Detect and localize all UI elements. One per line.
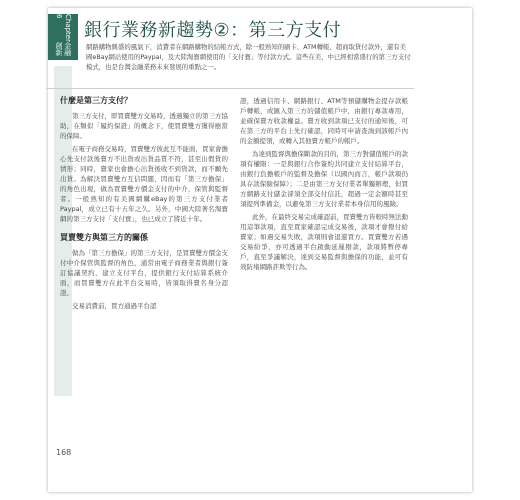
paragraph: 在電子商務交易時，買賣雙方彼此互不能面，買家會擔心先支付款後賣方不出貨或出貨品質不符，甚至出假貨的情形；同時，賣家也會擔心出貨後收不到貨款，而不願先出貨。為解決買賣雙方互信問題，因而有「第三方擔保」的角色出現，做為買賣雙方價金支付的中介，保管與監督者。一般熟知的有美國網購eBay的第三方支付業者Paypal，成立已有十五年之久。另外，中國大陸著名淘寶網的第三方支付「支付寶」，也已成立了將近十年。 — [60, 145, 228, 223]
chapter-tab — [48, 14, 78, 60]
section-heading-relationship: 買賣雙方與第三方的關係 — [60, 233, 148, 242]
paragraph: 做為「第三方擔保」的第三方支付，是買賣雙方價金支付中介保管與監督的角色，通常由電子商務業者與銀行簽訂協議契約，建立支付平台，提供銀行支付結算系統介面，而買賣雙方在此平台交易時，皆須取得賣名身分認證。 — [60, 249, 228, 297]
chapter-subtitle: 金融創新 — [55, 42, 72, 56]
left-column — [60, 96, 228, 314]
section-heading-what-is: 什麼是第三方支付？ — [60, 96, 132, 105]
paragraph: 為達到監督與擔保斷款的目的，第三方對儲值帳戶的款項有權限：一是與銀行合作簽約共同建立支付結算平台，由銀行負擔帳戶的監督及擔保（以國內而言，帳戶款項仍具存款保險保障）；二是由第三方支付業者單獨辦理，但買方網路支付儲金卻須全部交付信託，超過一定金額時甚至須提列準備金，以避免第三方支付業者本身信用的風險。 — [240, 150, 408, 208]
paragraph: 此外，在最終交易完成確認前，買賣雙方皆較時無法動用這筆款項，直至買家確認完成交易後，款項才會撥付給賣家；如遇交易失敗，款項則會退還買方。買賣雙方若遇交易紛爭，亦可透過平台啟動延遲撥款，款項將暫停專戶，直至爭議解決，達到交易監督與擔保的功能，並可有效防堵網路詐欺等行為。 — [240, 213, 408, 271]
page-number: 168 — [56, 448, 72, 457]
paragraph: 證，透過信用卡、網路銀行、ATM等預儲購物金提存款帳戶轉帳，或匯入第三方的儲值帳戶中，由銀行專款專用，並確保賣方收款權益。賣方收到款項已支付的通知後，可在第三方的平台上先行確認，同時可申請查詢到該帳戶內的金額提領，或轉入其他賣方帳戶的帳戶。 — [240, 97, 408, 145]
divider — [46, 88, 414, 89]
paragraph: 第三方支付，即買賣雙方交易時，透過獨立的第三方協助，在類似「履約保證」的概念下，使買賣雙方獲得應當的保障。 — [60, 112, 228, 140]
right-column — [240, 96, 408, 275]
paragraph: 交易消費前，買方通過平台認 — [72, 302, 157, 310]
page-title: 銀行業務新趨勢②：第三方支付 — [84, 20, 342, 41]
intro-text: 網路購物興盛的風氣下，消費者在網路購物的結帳方式，除一般熟知的刷卡、ATM轉帳、超商取貨付款外，還有美國eBay網站使用的Paypal，及大陸淘寶網使用的「支付寶」等付款方式。這些在美、中已經相當盛行的第三方支付模式，也是台灣金融業務未來發展的重點之一。 — [86, 43, 411, 71]
intro-block — [86, 42, 412, 72]
chapter-label: Chapter 6 — [55, 14, 72, 42]
